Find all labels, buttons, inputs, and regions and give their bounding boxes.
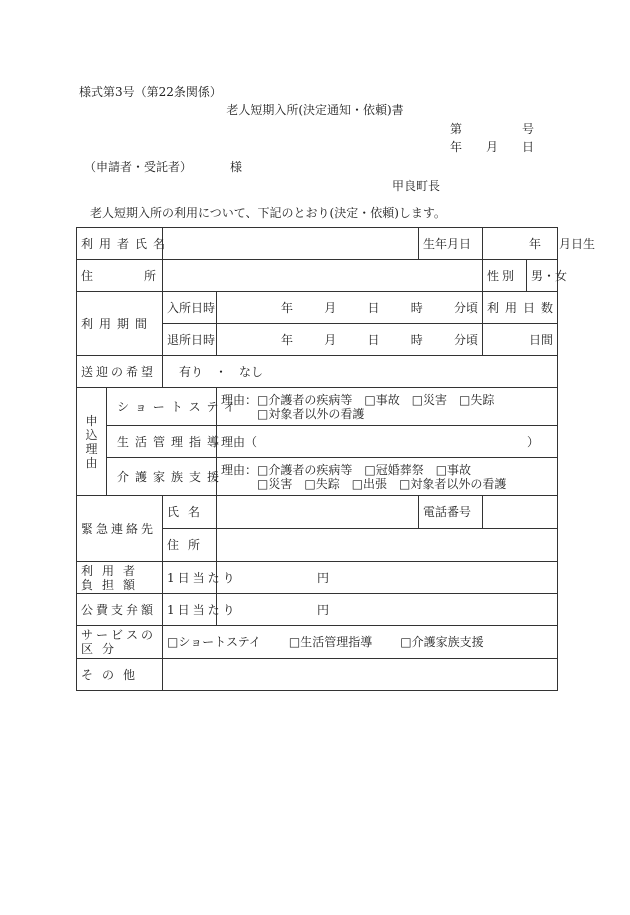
days-unit: 日間: [529, 332, 554, 347]
row-family-support: [77, 458, 558, 496]
row-pickup: [77, 356, 558, 388]
birth-field[interactable]: [483, 228, 596, 260]
discharge-day: 日: [367, 332, 380, 347]
admission-month: 月: [324, 300, 337, 315]
other-label: その他: [77, 659, 163, 691]
short-stay-label: ショートステイ: [107, 388, 217, 426]
life-guidance-open: 理由（: [221, 434, 258, 449]
public-payment-field[interactable]: [217, 594, 558, 626]
user-burden-line2: 負担額: [81, 577, 145, 592]
reason-group-label: [77, 388, 107, 496]
discharge-minute: 分頃: [453, 332, 478, 347]
admission-label: 入所日時: [163, 292, 217, 324]
birth-day: 日生: [571, 236, 596, 251]
service-option-life-guidance[interactable]: □生活管理指導: [288, 635, 373, 649]
date-day: 日: [522, 140, 535, 154]
family-support-label: 介護家族支援: [107, 458, 217, 496]
emergency-phone-label: 電話番号: [419, 496, 483, 529]
user-burden-field[interactable]: [217, 562, 558, 594]
life-guidance-close: ）: [527, 434, 540, 449]
reason-char-4: 由: [85, 455, 98, 470]
family-support-reason-line2: □災害 □失踪 □出張 □対象者以外の看護: [257, 476, 507, 491]
gender-label: 性別: [483, 260, 527, 292]
emergency-name-field[interactable]: [217, 496, 419, 529]
doc-number-suffix: 号: [522, 122, 535, 136]
birth-label: 生年月日: [419, 228, 483, 260]
issuer: 甲良町長: [392, 179, 441, 193]
addressee: （申請者・受託者）: [84, 160, 193, 174]
public-payment-label: 公費支弁額: [77, 594, 163, 626]
row-other: [77, 659, 558, 691]
admission-year: 年: [281, 300, 294, 315]
address-field[interactable]: [163, 260, 483, 292]
birth-month: 月: [559, 236, 572, 251]
row-service-type: [77, 626, 558, 659]
emergency-phone-field[interactable]: [483, 496, 558, 529]
user-burden-line1: 利用者: [81, 563, 145, 578]
short-stay-reason[interactable]: [217, 388, 558, 426]
user-name-field[interactable]: [163, 228, 419, 260]
emergency-address-field[interactable]: [217, 529, 558, 562]
user-name-label: 利用者氏名: [77, 228, 163, 260]
life-guidance-reason[interactable]: [217, 426, 558, 458]
admission-hour: 時: [410, 300, 423, 315]
discharge-hour: 時: [410, 332, 423, 347]
date-year: 年: [450, 140, 463, 154]
family-support-reason[interactable]: [217, 458, 558, 496]
honorific: 様: [230, 160, 243, 174]
service-type-line2: 区分: [81, 642, 124, 656]
burden-yen: 円: [317, 570, 330, 585]
reason-char-2: 込: [85, 427, 98, 442]
service-type-line1: サービスの: [81, 628, 157, 642]
doc-number-prefix: 第: [450, 122, 463, 136]
life-guidance-label: 生活管理指導: [107, 426, 217, 458]
service-option-short-stay[interactable]: □ショートステイ: [167, 635, 261, 649]
date-month: 月: [486, 140, 499, 154]
form-number: 様式第3号（第22条関係）: [79, 85, 222, 99]
emergency-name-label: 氏名: [163, 496, 217, 529]
row-emergency-name: [77, 496, 558, 529]
discharge-label: 退所日時: [163, 324, 217, 356]
pickup-label: 送迎の希望: [77, 356, 163, 388]
emergency-address-label: 住所: [163, 529, 217, 562]
discharge-year: 年: [281, 332, 294, 347]
period-label: 利用期間: [77, 292, 163, 356]
short-stay-reason-line2: □対象者以外の看護: [257, 406, 365, 421]
discharge-datetime-field[interactable]: [217, 324, 483, 356]
birth-year: 年: [529, 236, 542, 251]
public-per-day-label: 1日当たり: [163, 594, 217, 626]
emergency-label: 緊急連絡先: [77, 496, 163, 562]
other-field[interactable]: [163, 659, 558, 691]
short-stay-form: [76, 227, 596, 691]
row-user-burden: [77, 562, 558, 594]
admission-datetime-field[interactable]: [217, 292, 483, 324]
document-title: 老人短期入所(決定通知・依頼)書: [226, 103, 404, 117]
service-type-options[interactable]: [163, 626, 558, 659]
days-field[interactable]: [483, 324, 558, 356]
row-public-payment: [77, 594, 558, 626]
row-life-guidance: [77, 426, 558, 458]
family-support-reason-line1: 理由：□介護者の疾病等 □冠婚葬祭 □事故: [221, 462, 472, 477]
gender-value[interactable]: 男・女: [527, 260, 558, 292]
row-short-stay: [77, 388, 558, 426]
row-user-name: [77, 228, 558, 260]
admission-minute: 分頃: [453, 300, 478, 315]
burden-per-day-label: 1日当たり: [163, 562, 217, 594]
public-yen: 円: [317, 602, 330, 617]
row-address: [77, 260, 558, 292]
row-admission: [77, 292, 558, 324]
reason-char-1: 申: [85, 413, 98, 428]
admission-day: 日: [367, 300, 380, 315]
intro-text: 老人短期入所の利用について、下記のとおり(決定・依頼)します。: [90, 206, 446, 220]
service-type-label: [77, 626, 163, 659]
days-label: 利用日数: [483, 292, 558, 324]
address-label: 住 所: [77, 260, 163, 292]
short-stay-reason-line1: 理由：□介護者の疾病等 □事故 □災害 □失踪: [221, 392, 495, 407]
reason-char-3: 理: [85, 441, 98, 456]
service-option-family-support[interactable]: □介護家族支援: [400, 635, 484, 649]
user-burden-label: [77, 562, 163, 594]
pickup-options[interactable]: 有り ・ なし: [163, 356, 558, 388]
discharge-month: 月: [324, 332, 337, 347]
